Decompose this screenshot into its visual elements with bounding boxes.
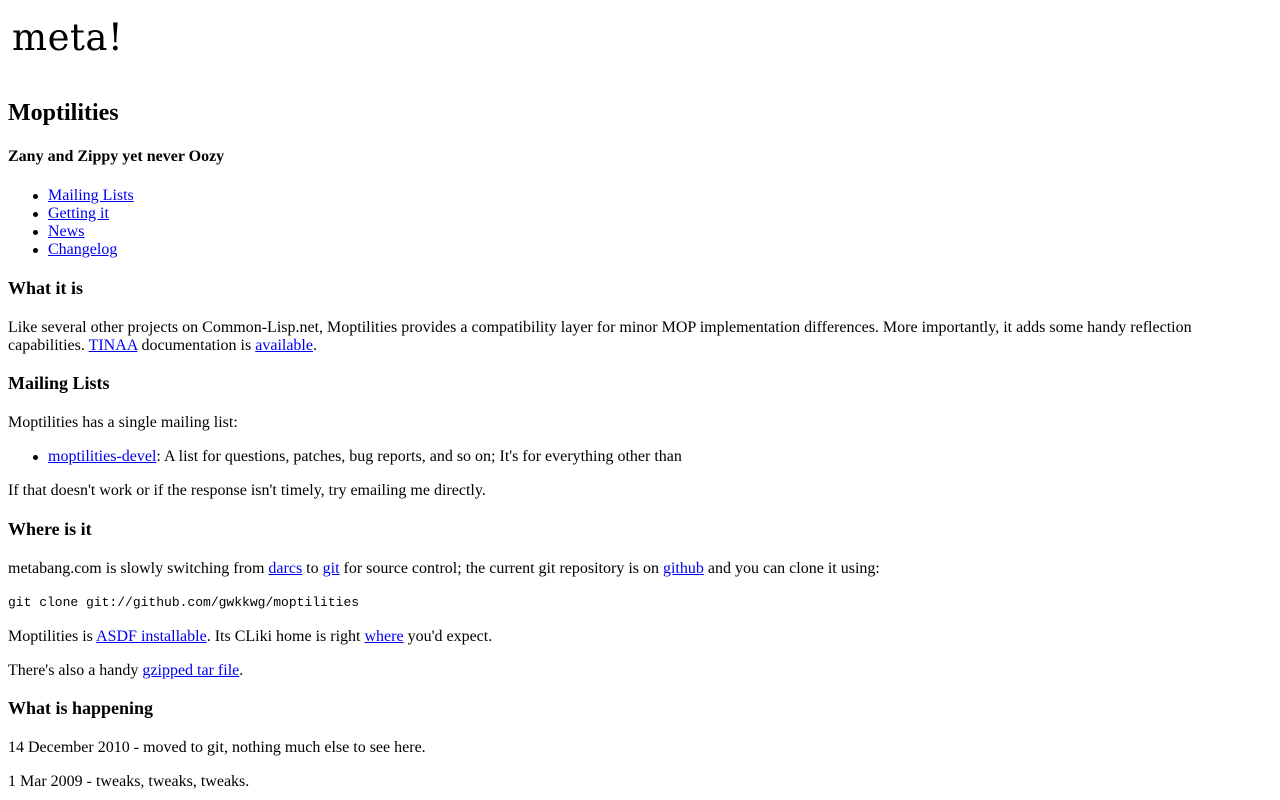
moptilities-devel-link[interactable]: moptilities-devel — [48, 448, 157, 465]
what-it-is-text: documentation is — [141, 337, 252, 354]
where-is-it-paragraph — [8, 560, 880, 578]
section-heading-mailing-lists: Mailing Lists — [8, 373, 110, 393]
git-clone-command: git clone git://github.com/gwkkwg/moptilities — [8, 595, 360, 610]
toc-item-news — [48, 223, 84, 241]
asdf-text: you'd expect. — [407, 628, 493, 645]
where-text: for source control; the current git repository is on — [343, 560, 659, 577]
asdf-text: Moptilities is — [8, 628, 93, 645]
asdf-text: . Its CLiki home is right — [206, 628, 361, 645]
toc-link-getting-it[interactable]: Getting it — [48, 205, 109, 222]
toc-link-mailing-lists[interactable]: Mailing Lists — [48, 187, 134, 204]
asdf-installable-link[interactable]: ASDF installable — [96, 628, 207, 645]
darcs-link[interactable]: darcs — [268, 560, 303, 577]
mailing-list-item — [48, 448, 682, 466]
git-link[interactable]: git — [322, 560, 340, 577]
news-item: 1 Mar 2009 - tweaks, tweaks, tweaks. — [8, 773, 250, 790]
meta-logo[interactable]: meta! — [12, 16, 124, 59]
what-it-is-line2 — [8, 337, 317, 355]
toc-item-changelog — [48, 241, 117, 259]
section-heading-where-is-it: Where is it — [8, 519, 92, 539]
section-heading-what-is-happening: What is happening — [8, 698, 154, 718]
mailing-lists-intro: Moptilities has a single mailing list: — [8, 414, 238, 431]
tarball-text: . — [239, 662, 244, 679]
where-text: and you can clone it using: — [707, 560, 880, 577]
asdf-paragraph — [8, 628, 492, 646]
tarball-text: There's also a handy — [8, 662, 139, 679]
toc-link-changelog[interactable]: Changelog — [48, 241, 118, 258]
toc-item-mailing-lists — [48, 187, 134, 205]
what-it-is-text: capabilities. — [8, 337, 85, 354]
cliki-where-link[interactable]: where — [364, 628, 404, 645]
what-it-is-text: . — [312, 337, 317, 354]
news-item: 14 December 2010 - moved to git, nothing much else to see here. — [8, 739, 426, 756]
toc-item-getting-it — [48, 205, 109, 223]
where-text: metabang.com is slowly switching from — [8, 560, 265, 577]
where-text: to — [306, 560, 319, 577]
section-heading-what-it-is: What it is — [8, 278, 84, 298]
mailing-list-description: : A list for questions, patches, bug reports, and so on; It's for everything other than — [156, 448, 682, 465]
page-title: Moptilities — [8, 100, 119, 126]
gzipped-tar-file-link[interactable]: gzipped tar file — [142, 662, 240, 679]
tagline: Zany and Zippy yet never Oozy — [8, 148, 225, 165]
what-it-is-line1: Like several other projects on Common-Lisp.net, Moptilities provides a compatibility layer for minor MOP implementation differences. More importantly, it adds some handy reflection — [8, 319, 1192, 336]
tinaa-link[interactable]: TINAA — [88, 337, 138, 354]
toc-link-news[interactable]: News — [48, 223, 85, 240]
tarball-paragraph — [8, 662, 243, 680]
mailing-lists-outro: If that doesn't work or if the response isn't timely, try emailing me directly. — [8, 482, 486, 499]
documentation-available-link[interactable]: available — [255, 337, 313, 354]
github-link[interactable]: github — [662, 560, 704, 577]
